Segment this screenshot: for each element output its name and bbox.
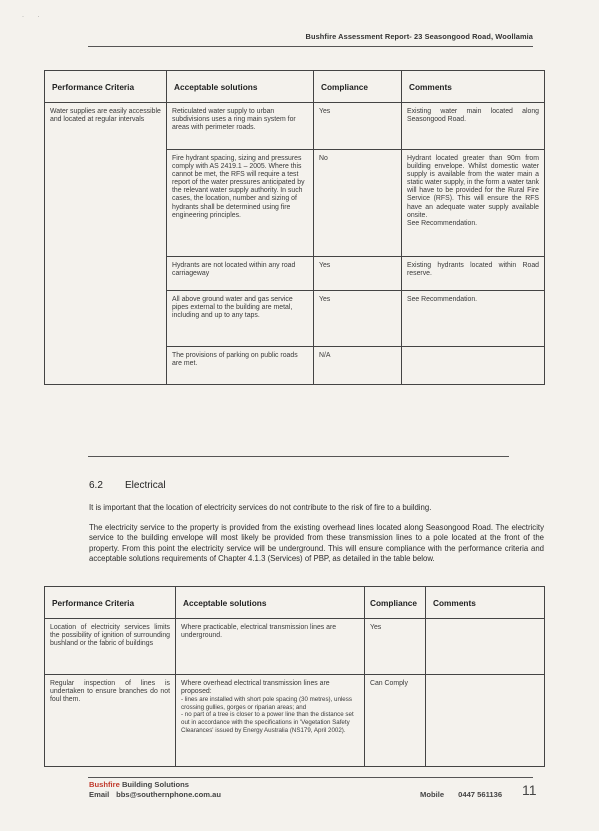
- brand-accent: Bushfire: [89, 780, 120, 789]
- header-comments: Comments: [426, 587, 545, 619]
- compliance-cell: Yes: [365, 619, 426, 675]
- mobile-number: 0447 561136: [458, 790, 503, 799]
- footer-brand: [89, 780, 189, 789]
- section-heading: [89, 480, 166, 491]
- criteria-cell: Regular inspection of lines is undertaken to ensure branches do not foul them.: [45, 675, 176, 767]
- solution-text: Where overhead electrical transmission lines are proposed:: [181, 680, 330, 696]
- electrical-table: [44, 586, 545, 767]
- section-number: 6.2: [89, 480, 103, 491]
- comment-cell: [426, 675, 545, 767]
- criteria-cell: Location of electricity services limits the possibility of ignition of surrounding bushland or the fabric of buildings: [45, 619, 176, 675]
- comment-text: Hydrant located greater than 90m from building envelope. Whilst domestic water supply is available from the water main a static water supply, in the form a water tank will have to be provided for the Rural Fire Service (RFS). This will ensure the RFS have an adequate water supply available onsite.: [407, 155, 539, 219]
- comment-cell: See Recommendation.: [402, 291, 545, 347]
- table-row: [45, 103, 545, 150]
- header-compliance: Compliance: [365, 587, 426, 619]
- solution-cell: All above ground water and gas service pipes external to the building are metal, including and up to any taps.: [167, 291, 314, 347]
- header-performance-criteria: Performance Criteria: [45, 71, 167, 103]
- comment-cell: Existing hydrants located within Road reserve.: [402, 257, 545, 291]
- header-comments: Comments: [402, 71, 545, 103]
- footer-email: [89, 790, 221, 799]
- header-acceptable-solutions: Acceptable solutions: [176, 587, 365, 619]
- solution-cell: The provisions of parking on public roads are met.: [167, 347, 314, 385]
- comment-cell: [426, 619, 545, 675]
- header-compliance: Compliance: [314, 71, 402, 103]
- table-row: [45, 619, 545, 675]
- table-header-row: [45, 587, 545, 619]
- solution-cell: Hydrants are not located within any road carriageway: [167, 257, 314, 291]
- body-paragraph: The electricity service to the property is provided from the existing overhead lines located along Seasongood Road. The electricity service to the building envelope will most likely be provided from these transmission lines to a pole located at the front of the property. From this point the electricity service will be underground. This will ensure compliance with the performance criteria and acceptable solutions requirements of Chapter 4.1.3 (Services) of PBP, as detailed in the table below.: [89, 523, 544, 564]
- header-acceptable-solutions: Acceptable solutions: [167, 71, 314, 103]
- criteria-cell: Water supplies are easily accessible and located at regular intervals: [45, 103, 167, 385]
- scan-specks: · ·: [22, 14, 40, 20]
- page-header-title: Bushfire Assessment Report- 23 Seasongood Road, Woollamia: [305, 32, 533, 41]
- comment-cell: [402, 347, 545, 385]
- footer-rule: [88, 777, 533, 778]
- solution-cell: Where practicable, electrical transmission lines are underground.: [176, 619, 365, 675]
- solution-bullet: - no part of a tree is closer to a power line than the distance set out in accordance with the specifications in 'Vegetation Safety Clearances' issued by Energy Australia (NS179, April 2002).: [181, 711, 354, 734]
- comment-cell: Existing water main located along Seasongood Road.: [402, 103, 545, 150]
- email-label: Email: [89, 790, 110, 799]
- section-rule: [88, 456, 509, 457]
- water-supply-table: [44, 70, 545, 385]
- compliance-cell: Yes: [314, 257, 402, 291]
- comment-recommendation: See Recommendation.: [407, 219, 478, 227]
- table-row: [45, 675, 545, 767]
- solution-cell: [176, 675, 365, 767]
- compliance-cell: Yes: [314, 103, 402, 150]
- compliance-cell: No: [314, 150, 402, 257]
- compliance-cell: Can Comply: [365, 675, 426, 767]
- solution-cell: Fire hydrant spacing, sizing and pressures comply with AS 2419.1 – 2005. Where this cannot be met, the RFS will require a test report of the water pressures anticipated by the relevant water supply authority. In such cases, the location, number and sizing of hydrants shall be determined using fire engineering principles.: [167, 150, 314, 257]
- compliance-cell: Yes: [314, 291, 402, 347]
- header-rule: [88, 46, 533, 47]
- solution-bullet: - lines are installed with short pole spacing (30 metres), unless crossing gullies, gorges or riparian areas; and: [181, 696, 352, 711]
- compliance-cell: N/A: [314, 347, 402, 385]
- table-header-row: [45, 71, 545, 103]
- solution-cell: Reticulated water supply to urban subdivisions uses a ring main system for areas with perimeter roads.: [167, 103, 314, 150]
- brand-name: Building Solutions: [121, 780, 190, 789]
- section-title: Electrical: [125, 480, 166, 491]
- footer-mobile: [420, 790, 502, 799]
- intro-paragraph: It is important that the location of electricity services do not contribute to the risk of fire to a building.: [89, 503, 432, 512]
- email-address[interactable]: bbs@southernphone.com.au: [116, 790, 221, 799]
- comment-cell: [402, 150, 545, 257]
- mobile-label: Mobile: [420, 790, 445, 799]
- page-number: 11: [522, 782, 537, 798]
- header-performance-criteria: Performance Criteria: [45, 587, 176, 619]
